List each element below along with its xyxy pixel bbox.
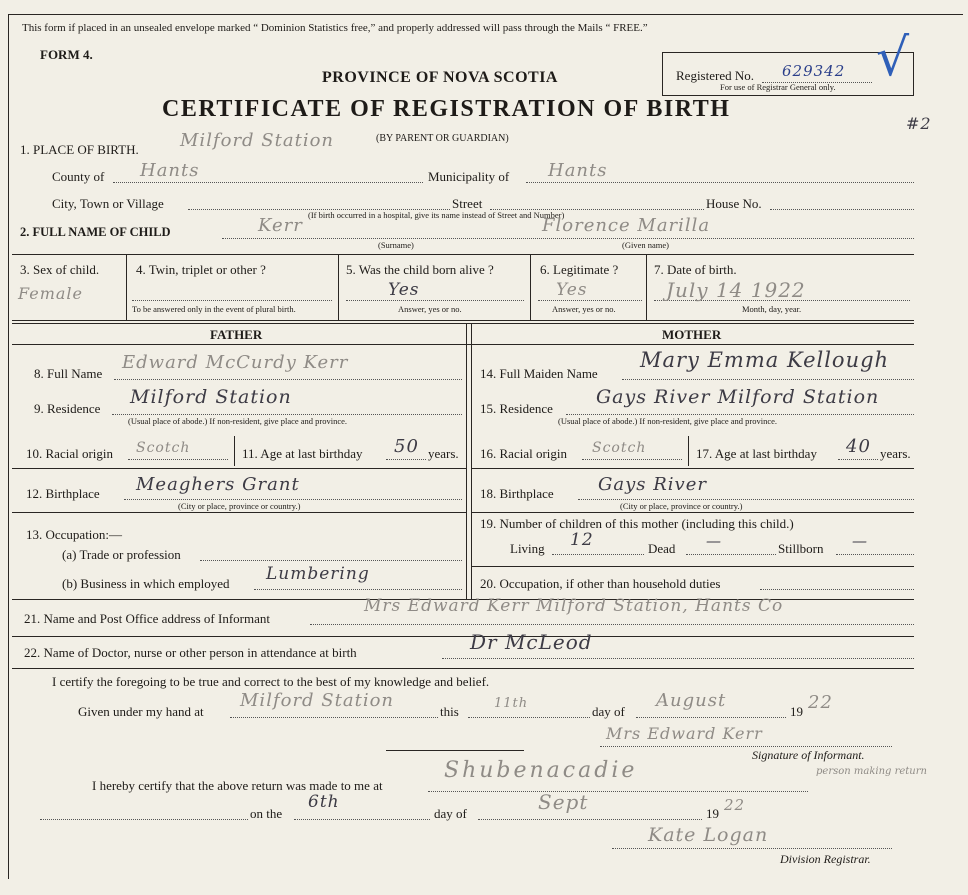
registered-value: 629342: [782, 62, 846, 80]
business-value: Lumbering: [266, 564, 370, 584]
mother-age-label: 17. Age at last birthday: [696, 446, 817, 461]
street-label: Street: [452, 196, 483, 211]
mother-racial-label: 16. Racial origin: [480, 446, 568, 461]
corner-mark: #2: [906, 114, 932, 133]
dead-value: —: [706, 532, 722, 550]
business-line: [254, 589, 462, 590]
alive-line: [346, 300, 524, 301]
doctor-line: [442, 658, 914, 659]
informant-signature-line: [600, 746, 892, 747]
return-place-value: Shubenacadie: [444, 758, 638, 783]
twin-line: [132, 300, 332, 301]
year-value: 22: [808, 692, 833, 713]
mother-name-label: 14. Full Maiden Name: [480, 366, 598, 381]
informant-value: Mrs Edward Kerr Milford Station, Hants Co: [364, 596, 784, 616]
father-heading: FATHER: [210, 327, 263, 342]
given-place-value: Milford Station: [240, 690, 395, 711]
father-name-label: 8. Full Name: [34, 366, 103, 381]
child-name-label: 2. FULL NAME OF CHILD: [20, 225, 171, 239]
municipality-label: Municipality of: [428, 169, 510, 184]
children-rule: [471, 566, 914, 567]
mother-age-rule: [471, 468, 914, 469]
mother-age-divider: [688, 436, 689, 466]
father-birthplace-value: Meaghers Grant: [136, 474, 300, 495]
mother-occupation-line: [760, 589, 914, 590]
hospital-note: (If birth occurred in a hospital, give its name instead of Street and Number): [308, 210, 565, 220]
mother-birthplace-rule: [471, 512, 914, 513]
mother-residence-value: Gays River Milford Station: [596, 386, 880, 408]
page-title: CERTIFICATE OF REGISTRATION OF BIRTH: [162, 96, 731, 122]
registrar-signature-line: [612, 848, 892, 849]
stillborn-line: [836, 554, 914, 555]
year-prefix: 19: [790, 704, 803, 719]
house-line: [770, 209, 914, 210]
province-heading: PROVINCE OF NOVA SCOTIA: [322, 69, 558, 86]
col-divider-3: [530, 254, 531, 320]
city-label: City, Town or Village: [52, 196, 164, 211]
mother-birthplace-note: (City or place, province or country.): [620, 501, 743, 511]
mother-residence-note: (Usual place of abode.) If non-resident, give place and province.: [558, 416, 778, 426]
informant-line: [310, 624, 914, 625]
certify-statement: I certify the foregoing to be true and correct to the best of my knowledge and belief.: [52, 674, 490, 689]
municipality-line: [526, 182, 914, 183]
child-name-line: [222, 238, 914, 239]
living-line: [552, 554, 644, 555]
row-rule-bottom: [12, 320, 914, 321]
father-birthplace-note: (City or place, province or country.): [178, 501, 301, 511]
father-age-line: [386, 459, 426, 460]
month-line: [636, 717, 786, 718]
parents-divider: [466, 323, 467, 599]
top-border: [8, 14, 963, 15]
father-occupation-label: 13. Occupation:—: [26, 527, 123, 542]
row-rule-top: [12, 254, 914, 255]
house-label: House No.: [706, 196, 762, 211]
informant-signature: Mrs Edward Kerr: [606, 724, 763, 743]
county-label: County of: [52, 169, 105, 184]
twin-note: To be answered only in the event of plural birth.: [132, 304, 296, 314]
county-value: Hants: [140, 160, 200, 181]
short-rule: [386, 750, 524, 751]
mother-years-label: years.: [880, 446, 911, 461]
col-divider-1: [126, 254, 127, 320]
father-age-label: 11. Age at last birthday: [242, 446, 363, 461]
birth-date-value: July 14 1922: [666, 278, 806, 302]
father-residence-line: [112, 414, 462, 415]
day-value: 11th: [494, 696, 529, 711]
mother-birthplace-label: 18. Birthplace: [480, 486, 554, 501]
by-parent-note: (BY PARENT OR GUARDIAN): [376, 133, 509, 144]
mother-name-line: [622, 379, 914, 380]
mother-age-line: [838, 459, 878, 460]
father-residence-value: Milford Station: [130, 386, 292, 408]
parents-heading-rule: [12, 344, 914, 345]
given-place-line: [230, 717, 438, 718]
registrar-signature: Kate Logan: [648, 824, 769, 846]
return-day-line: [294, 819, 430, 820]
twin-label: 4. Twin, triplet or other ?: [136, 262, 266, 277]
legitimate-line: [538, 300, 642, 301]
alive-label: 5. Was the child born alive ?: [346, 262, 494, 277]
child-given-value: Florence Marilla: [542, 215, 711, 236]
dead-label: Dead: [648, 541, 676, 556]
col-divider-4: [646, 254, 647, 320]
trade-label: (a) Trade or profession: [62, 547, 181, 562]
mother-heading: MOTHER: [662, 327, 722, 342]
doctor-label: 22. Name of Doctor, nurse or other person in attendance at birth: [24, 645, 357, 660]
father-birthplace-label: 12. Birthplace: [26, 486, 100, 501]
father-name-line: [114, 379, 462, 380]
mail-notice: This form if placed in an unsealed envelope marked “ Dominion Statistics free,” and properly addressed will pass through the Mails “ FREE.”: [22, 22, 648, 34]
stillborn-label: Stillborn: [778, 541, 824, 556]
mother-residence-line: [566, 414, 914, 415]
return-year-value: 22: [724, 796, 746, 814]
on-the-label: on the: [250, 806, 283, 821]
day-of-label: day of: [592, 704, 625, 719]
father-age-value: 50: [394, 436, 419, 457]
doctor-value: Dr McLeod: [470, 630, 593, 654]
living-label: Living: [510, 541, 545, 556]
business-label: (b) Business in which employed: [62, 576, 230, 591]
mother-racial-line: [582, 459, 682, 460]
alive-note: Answer, yes or no.: [398, 304, 462, 314]
mother-racial-value: Scotch: [592, 440, 647, 456]
informant-signature-note: person making return: [816, 766, 927, 777]
municipality-value: Hants: [548, 160, 608, 181]
father-age-rule: [12, 468, 466, 469]
return-day-of-label: day of: [434, 806, 467, 821]
given-caption: (Given name): [622, 240, 669, 250]
children-label: 19. Number of children of this mother (including this child.): [480, 516, 794, 531]
legitimate-value: Yes: [556, 280, 588, 300]
informant-rule-bottom: [12, 636, 914, 637]
mother-birthplace-value: Gays River: [598, 474, 707, 495]
registrar-caption: Division Registrar.: [780, 852, 871, 866]
registered-label: Registered No.: [676, 68, 754, 83]
legitimate-label: 6. Legitimate ?: [540, 262, 619, 277]
day-line: [468, 717, 590, 718]
county-line: [113, 182, 423, 183]
birth-date-label: 7. Date of birth.: [654, 262, 737, 277]
on-the-lead-line: [40, 819, 248, 820]
col-divider-2: [338, 254, 339, 320]
mother-age-value: 40: [846, 436, 871, 457]
father-age-divider: [234, 436, 235, 466]
father-racial-line: [128, 459, 228, 460]
father-racial-value: Scotch: [136, 440, 191, 456]
mother-name-value: Mary Emma Kellough: [640, 348, 890, 372]
given-label: Given under my hand at: [78, 704, 204, 719]
check-mark-icon: √: [876, 28, 910, 88]
father-name-value: Edward McCurdy Kerr: [122, 352, 349, 373]
mother-occupation-label: 20. Occupation, if other than household duties: [480, 576, 721, 591]
father-residence-note: (Usual place of abode.) If non-resident, give place and province.: [128, 416, 348, 426]
return-year-prefix: 19: [706, 806, 719, 821]
mother-residence-label: 15. Residence: [480, 401, 553, 416]
father-residence-label: 9. Residence: [34, 401, 101, 416]
alive-value: Yes: [388, 280, 420, 300]
return-place-line: [428, 791, 808, 792]
surname-caption: (Surname): [378, 240, 414, 250]
return-month-line: [478, 819, 702, 820]
dead-line: [686, 554, 776, 555]
this-label: this: [440, 704, 459, 719]
registrar-use-note: For use of Registrar General only.: [720, 82, 836, 92]
trade-line: [200, 560, 462, 561]
doctor-rule: [12, 668, 914, 669]
living-value: 12: [570, 530, 594, 550]
mother-birthplace-line: [578, 499, 914, 500]
father-years-label: years.: [428, 446, 459, 461]
legitimate-note: Answer, yes or no.: [552, 304, 616, 314]
left-border: [8, 14, 9, 879]
father-birthplace-line: [124, 499, 462, 500]
informant-signature-caption: Signature of Informant.: [752, 748, 865, 762]
birth-date-note: Month, day, year.: [742, 304, 802, 314]
place-of-birth-value: Milford Station: [180, 130, 335, 151]
place-of-birth-label: 1. PLACE OF BIRTH.: [20, 142, 139, 157]
father-birthplace-rule: [12, 512, 466, 513]
stillborn-value: —: [852, 532, 868, 550]
sex-value: Female: [18, 284, 83, 303]
return-month-value: Sept: [538, 790, 589, 814]
return-day-value: 6th: [308, 792, 340, 812]
father-racial-label: 10. Racial origin: [26, 446, 114, 461]
informant-label: 21. Name and Post Office address of Informant: [24, 611, 270, 626]
parents-rule-top: [12, 323, 914, 324]
sex-label: 3. Sex of child.: [20, 262, 100, 277]
child-surname-value: Kerr: [258, 215, 303, 236]
month-value: August: [656, 690, 727, 711]
return-label: I hereby certify that the above return was made to me at: [92, 778, 383, 793]
form-number: FORM 4.: [40, 47, 93, 62]
parents-divider-2: [471, 323, 472, 599]
